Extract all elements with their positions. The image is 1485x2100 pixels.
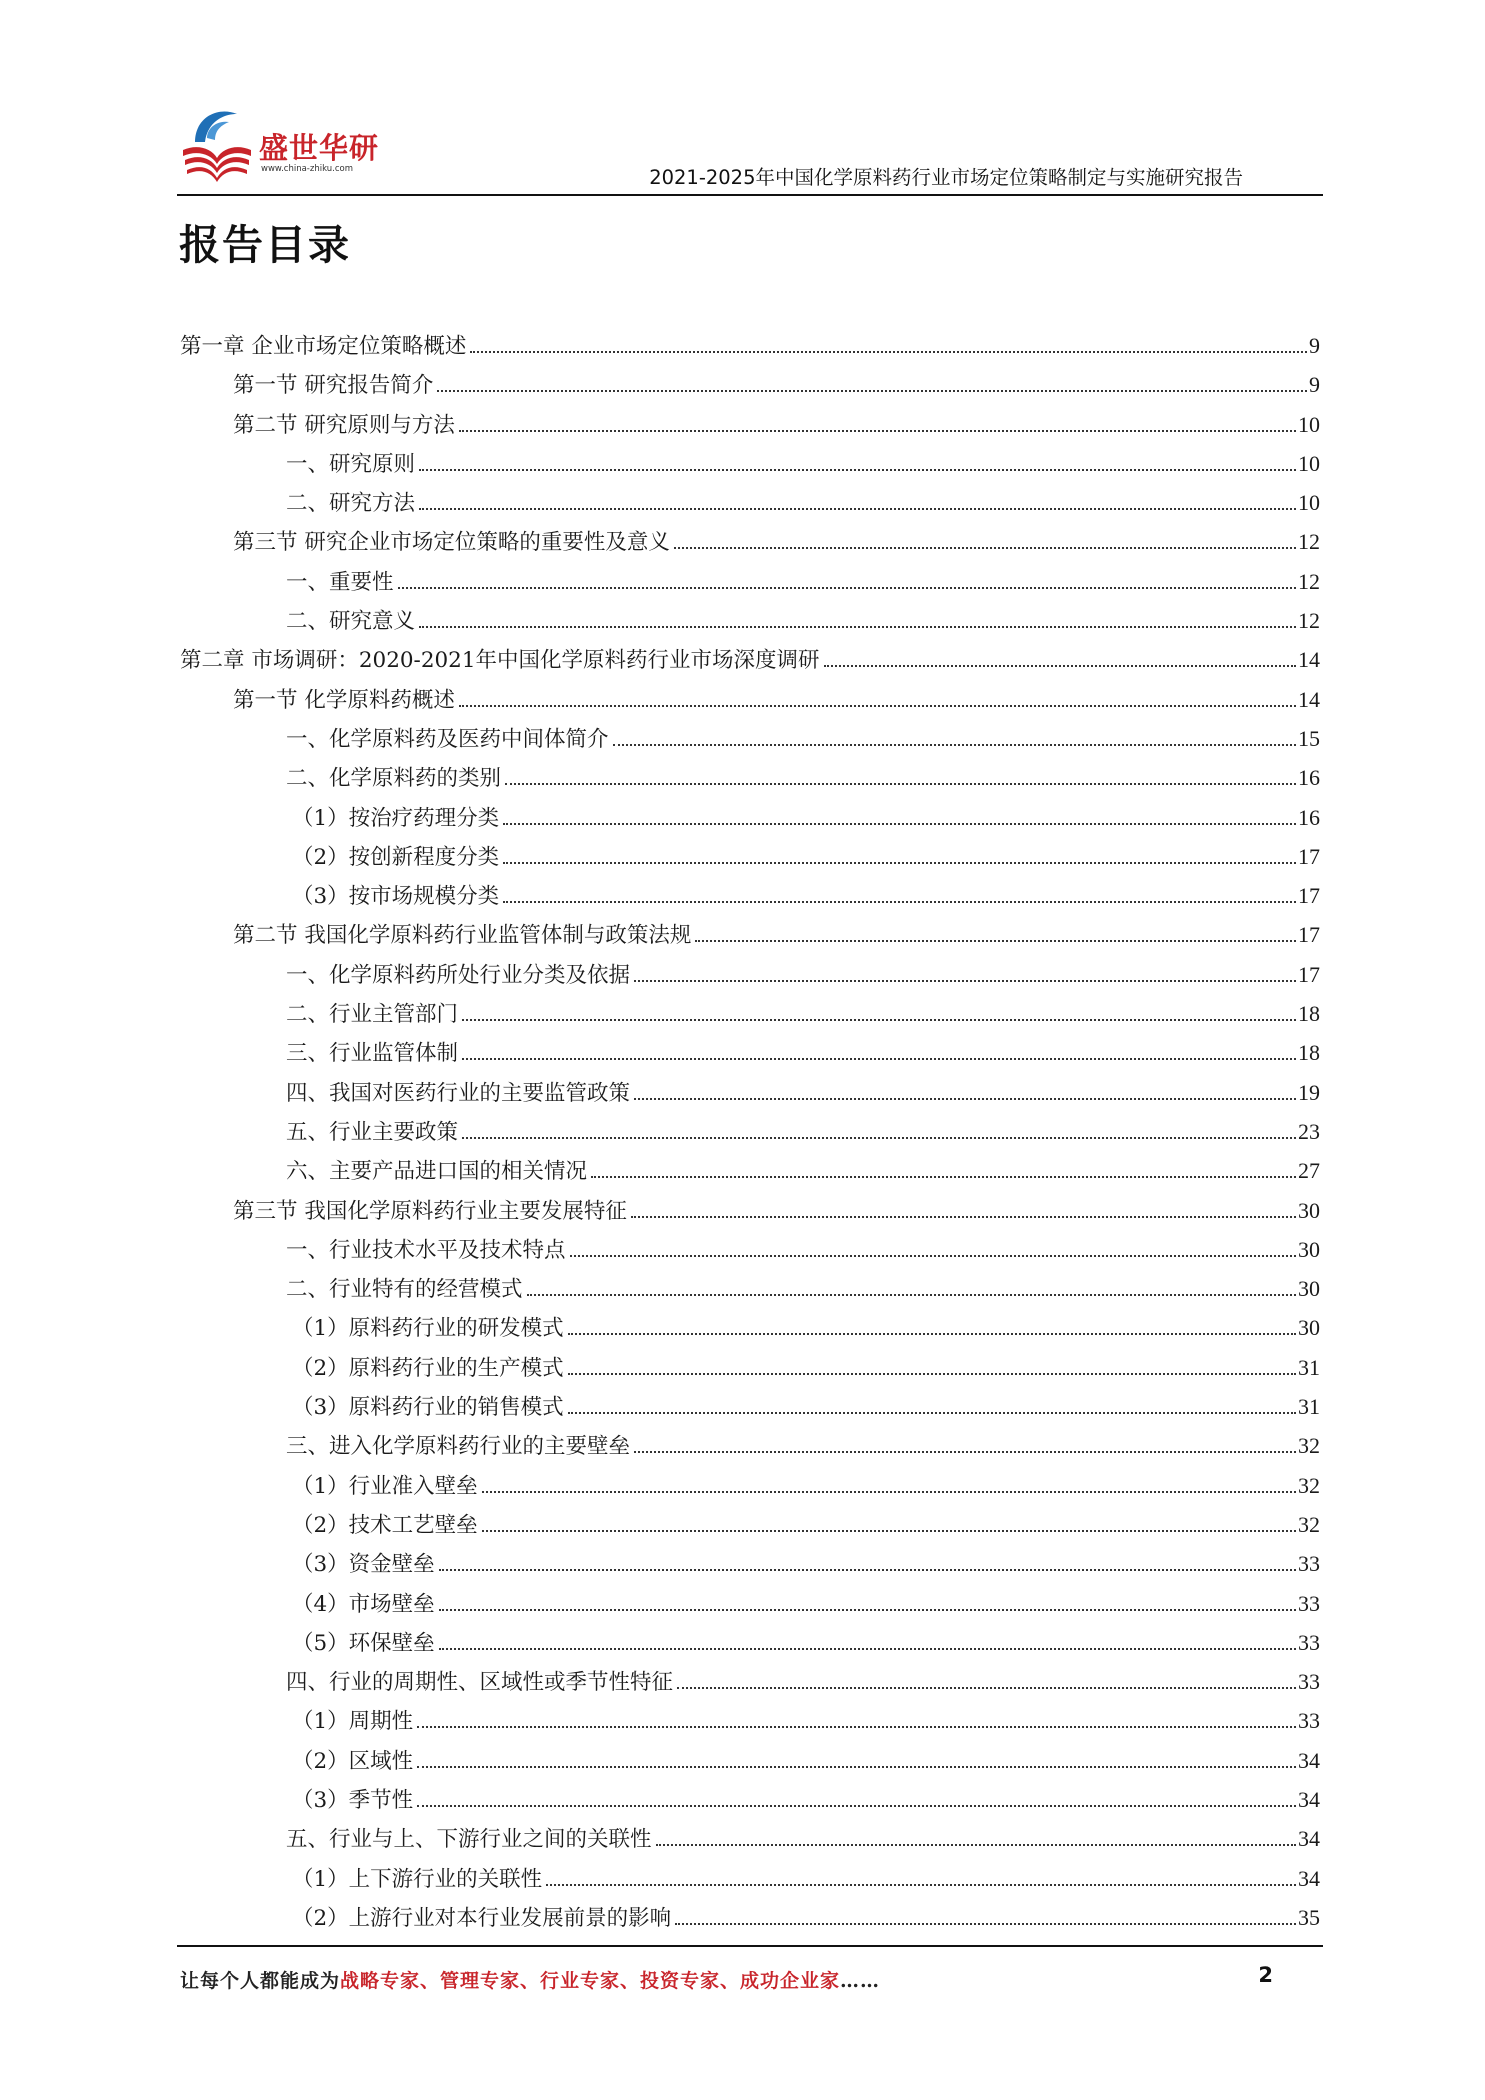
toc-entry-page: 27 (1298, 1158, 1320, 1184)
toc-entry[interactable] (180, 1191, 1320, 1230)
toc-leader-dots (419, 626, 1296, 628)
toc-leader-dots (503, 823, 1296, 825)
footer-slogan (180, 1966, 880, 1993)
toc-entry[interactable] (180, 1623, 1320, 1662)
toc-entry[interactable] (180, 1544, 1320, 1583)
toc-leader-dots (417, 1766, 1296, 1768)
toc-entry-title: （2）原料药行业的生产模式 (292, 1355, 564, 1381)
toc-entry[interactable] (180, 1859, 1320, 1898)
toc-entry-title: （3）原料药行业的销售模式 (292, 1395, 564, 1421)
toc-entry-title: （5）环保壁垒 (292, 1630, 435, 1656)
toc-entry[interactable] (180, 680, 1320, 719)
toc-entry[interactable] (180, 1230, 1320, 1269)
toc-entry-page: 17 (1298, 883, 1320, 909)
toc-leader-dots (568, 1412, 1296, 1414)
toc-entry-title: 一、重要性 (286, 569, 394, 595)
toc-entry-title: 一、研究原则 (286, 451, 416, 477)
toc-leader-dots (439, 1609, 1296, 1611)
footer-divider (177, 1945, 1323, 1947)
toc-entry-page: 34 (1298, 1786, 1320, 1812)
toc-entry-page: 30 (1298, 1315, 1320, 1341)
toc-entry-page: 12 (1298, 608, 1320, 634)
toc-entry-page: 9 (1309, 372, 1320, 398)
toc-entry[interactable] (180, 1308, 1320, 1347)
toc-entry-title: 二、研究意义 (286, 609, 416, 635)
toc-entry-title: 第一节 研究报告简介 (233, 373, 434, 399)
toc-leader-dots (505, 783, 1296, 785)
toc-entry[interactable] (180, 1662, 1320, 1701)
toc-entry-title: 二、行业特有的经营模式 (286, 1277, 523, 1303)
toc-entry-page: 32 (1298, 1433, 1320, 1459)
toc-entry[interactable] (180, 483, 1320, 522)
toc-entry-title: 四、行业的周期性、区域性或季节性特征 (286, 1670, 674, 1696)
toc-leader-dots (527, 1294, 1296, 1296)
toc-leader-dots (674, 547, 1296, 549)
toc-entry-page: 33 (1298, 1551, 1320, 1577)
toc-entry[interactable] (180, 798, 1320, 837)
table-of-contents (180, 326, 1320, 1937)
toc-entry-title: 一、化学原料药及医药中间体简介 (286, 726, 609, 752)
toc-leader-dots (613, 744, 1296, 746)
slogan-suffix: …… (840, 1970, 881, 1992)
toc-leader-dots (634, 980, 1296, 982)
toc-entry-page: 34 (1298, 1865, 1320, 1891)
toc-entry-page: 32 (1298, 1511, 1320, 1537)
toc-entry-page: 15 (1298, 725, 1320, 751)
toc-entry-page: 23 (1298, 1118, 1320, 1144)
toc-leader-dots (631, 1216, 1296, 1218)
toc-entry[interactable] (180, 915, 1320, 954)
toc-entry-title: 五、行业主要政策 (286, 1119, 459, 1145)
toc-entry-title: 第三节 研究企业市场定位策略的重要性及意义 (233, 530, 670, 556)
toc-entry[interactable] (180, 1819, 1320, 1858)
toc-leader-dots (570, 1255, 1296, 1257)
toc-leader-dots (546, 1884, 1296, 1886)
toc-entry-title: 二、行业主管部门 (286, 1002, 459, 1028)
toc-entry-title: 六、主要产品进口国的相关情况 (286, 1159, 588, 1185)
toc-leader-dots (634, 1451, 1296, 1453)
toc-entry-title: 第三节 我国化学原料药行业主要发展特征 (233, 1198, 627, 1224)
toc-leader-dots (503, 862, 1296, 864)
toc-leader-dots (568, 1333, 1296, 1335)
toc-entry-page: 34 (1298, 1747, 1320, 1773)
toc-leader-dots (482, 1530, 1296, 1532)
toc-entry-page: 33 (1298, 1669, 1320, 1695)
toc-entry-page: 10 (1298, 450, 1320, 476)
toc-entry-title: （2）区域性 (292, 1748, 414, 1774)
toc-entry[interactable] (180, 444, 1320, 483)
toc-leader-dots (417, 1726, 1296, 1728)
toc-entry-title: 二、化学原料药的类别 (286, 766, 502, 792)
toc-leader-dots (656, 1844, 1296, 1846)
toc-entry-title: 三、进入化学原料药行业的主要壁垒 (286, 1434, 631, 1460)
toc-entry[interactable] (180, 601, 1320, 640)
toc-entry[interactable] (180, 955, 1320, 994)
toc-leader-dots (675, 1923, 1296, 1925)
toc-entry-page: 30 (1298, 1236, 1320, 1262)
toc-leader-dots (634, 1098, 1296, 1100)
toc-entry-page: 14 (1298, 647, 1320, 673)
toc-entry[interactable] (180, 719, 1320, 758)
toc-leader-dots (439, 1569, 1296, 1571)
toc-entry-title: （1）周期性 (292, 1709, 414, 1735)
toc-leader-dots (568, 1373, 1296, 1375)
toc-entry-page: 34 (1298, 1826, 1320, 1852)
toc-entry-page: 18 (1298, 1001, 1320, 1027)
toc-entry[interactable] (180, 994, 1320, 1033)
toc-entry[interactable] (180, 522, 1320, 561)
logo-url: www.china-zhiku.com (261, 164, 353, 174)
toc-entry[interactable] (180, 326, 1320, 365)
toc-entry[interactable] (180, 1701, 1320, 1740)
toc-leader-dots (398, 587, 1296, 589)
toc-entry-page: 17 (1298, 961, 1320, 987)
toc-entry[interactable] (180, 1151, 1320, 1190)
toc-entry-page: 30 (1298, 1276, 1320, 1302)
toc-entry-title: （4）市场壁垒 (292, 1591, 435, 1617)
toc-entry[interactable] (180, 1584, 1320, 1623)
toc-entry[interactable] (180, 365, 1320, 404)
toc-entry[interactable] (180, 1898, 1320, 1937)
toc-entry-page: 17 (1298, 843, 1320, 869)
toc-leader-dots (459, 430, 1296, 432)
toc-entry-page: 16 (1298, 765, 1320, 791)
toc-entry-page: 32 (1298, 1472, 1320, 1498)
toc-entry[interactable] (180, 1741, 1320, 1780)
toc-entry[interactable] (180, 640, 1320, 679)
toc-entry-title: （3）资金壁垒 (292, 1552, 435, 1578)
header-divider (177, 194, 1323, 196)
toc-entry[interactable] (180, 1348, 1320, 1387)
toc-entry-page: 10 (1298, 490, 1320, 516)
toc-entry-title: 第一章 企业市场定位策略概述 (180, 334, 467, 359)
toc-entry[interactable] (180, 1426, 1320, 1465)
toc-entry-page: 18 (1298, 1040, 1320, 1066)
toc-entry-title: 三、行业监管体制 (286, 1041, 459, 1067)
page-number: 2 (1258, 1963, 1273, 1987)
toc-entry[interactable] (180, 562, 1320, 601)
toc-leader-dots (591, 1176, 1296, 1178)
toc-heading: 报告目录 (179, 221, 351, 269)
toc-entry-page: 33 (1298, 1708, 1320, 1734)
toc-entry-page: 17 (1298, 922, 1320, 948)
toc-entry[interactable] (180, 1269, 1320, 1308)
toc-entry-page: 12 (1298, 568, 1320, 594)
toc-entry-page: 10 (1298, 411, 1320, 437)
toc-entry-title: （2）按创新程度分类 (292, 844, 500, 870)
toc-entry[interactable] (180, 758, 1320, 797)
toc-entry-title: 四、我国对医药行业的主要监管政策 (286, 1080, 631, 1106)
toc-leader-dots (462, 1137, 1296, 1139)
toc-entry[interactable] (180, 1466, 1320, 1505)
toc-entry-page: 12 (1298, 529, 1320, 555)
toc-entry[interactable] (180, 1112, 1320, 1151)
toc-entry-title: 一、行业技术水平及技术特点 (286, 1237, 566, 1263)
toc-entry-page: 31 (1298, 1394, 1320, 1420)
toc-entry-title: （1）原料药行业的研发模式 (292, 1316, 564, 1342)
toc-leader-dots (462, 1058, 1296, 1060)
toc-leader-dots (503, 901, 1296, 903)
toc-leader-dots (470, 351, 1307, 353)
toc-entry-title: （3）按市场规模分类 (292, 884, 500, 910)
toc-entry[interactable] (180, 1505, 1320, 1544)
toc-entry-title: （2）技术工艺壁垒 (292, 1512, 478, 1538)
toc-entry-page: 30 (1298, 1197, 1320, 1223)
toc-entry[interactable] (180, 1387, 1320, 1426)
toc-entry-title: （1）按治疗药理分类 (292, 805, 500, 831)
toc-entry-title: （1）上下游行业的关联性 (292, 1866, 543, 1892)
toc-entry-title: （2）上游行业对本行业发展前景的影响 (292, 1905, 672, 1931)
toc-entry[interactable] (180, 1033, 1320, 1072)
toc-entry[interactable] (180, 1073, 1320, 1112)
logo-name: 盛世华研 (259, 131, 380, 165)
toc-entry-title: （3）季节性 (292, 1787, 414, 1813)
toc-entry-title: 第二章 市场调研：2020-2021年中国化学原料药行业市场深度调研 (180, 648, 820, 674)
toc-entry[interactable] (180, 876, 1320, 915)
toc-leader-dots (439, 1648, 1296, 1650)
toc-entry[interactable] (180, 837, 1320, 876)
toc-entry-page: 9 (1309, 333, 1320, 358)
page-header (177, 104, 1323, 196)
report-title: 2021-2025年中国化学原料药行业市场定位策略制定与实施研究报告 (649, 166, 1243, 189)
toc-entry-page: 31 (1298, 1354, 1320, 1380)
toc-entry-page: 33 (1298, 1590, 1320, 1616)
company-logo (177, 104, 407, 186)
slogan-prefix: 让每个人都能成为 (180, 1970, 341, 1992)
toc-leader-dots (437, 390, 1307, 392)
toc-leader-dots (677, 1687, 1296, 1689)
toc-entry-title: 第一节 化学原料药概述 (233, 687, 455, 713)
toc-leader-dots (459, 705, 1296, 707)
book-logo-icon (177, 104, 257, 186)
toc-leader-dots (824, 665, 1296, 667)
toc-leader-dots (482, 1491, 1296, 1493)
toc-entry-title: 五、行业与上、下游行业之间的关联性 (286, 1827, 652, 1853)
toc-leader-dots (462, 1019, 1296, 1021)
toc-entry-page: 14 (1298, 686, 1320, 712)
toc-entry-page: 35 (1298, 1904, 1320, 1930)
toc-entry-page: 16 (1298, 804, 1320, 830)
slogan-highlight: 战略专家、管理专家、行业专家、投资专家、成功企业家 (340, 1970, 841, 1992)
toc-entry-title: 第二节 我国化学原料药行业监管体制与政策法规 (233, 923, 692, 949)
toc-entry-title: （1）行业准入壁垒 (292, 1473, 478, 1499)
toc-entry-title: 第二节 研究原则与方法 (233, 412, 455, 438)
toc-entry-page: 19 (1298, 1079, 1320, 1105)
toc-entry[interactable] (180, 405, 1320, 444)
toc-entry-page: 33 (1298, 1629, 1320, 1655)
toc-leader-dots (419, 469, 1296, 471)
toc-leader-dots (695, 940, 1296, 942)
toc-entry[interactable] (180, 1780, 1320, 1819)
toc-entry-title: 二、研究方法 (286, 491, 416, 517)
toc-leader-dots (417, 1805, 1296, 1807)
toc-entry-title: 一、化学原料药所处行业分类及依据 (286, 962, 631, 988)
toc-leader-dots (419, 508, 1296, 510)
